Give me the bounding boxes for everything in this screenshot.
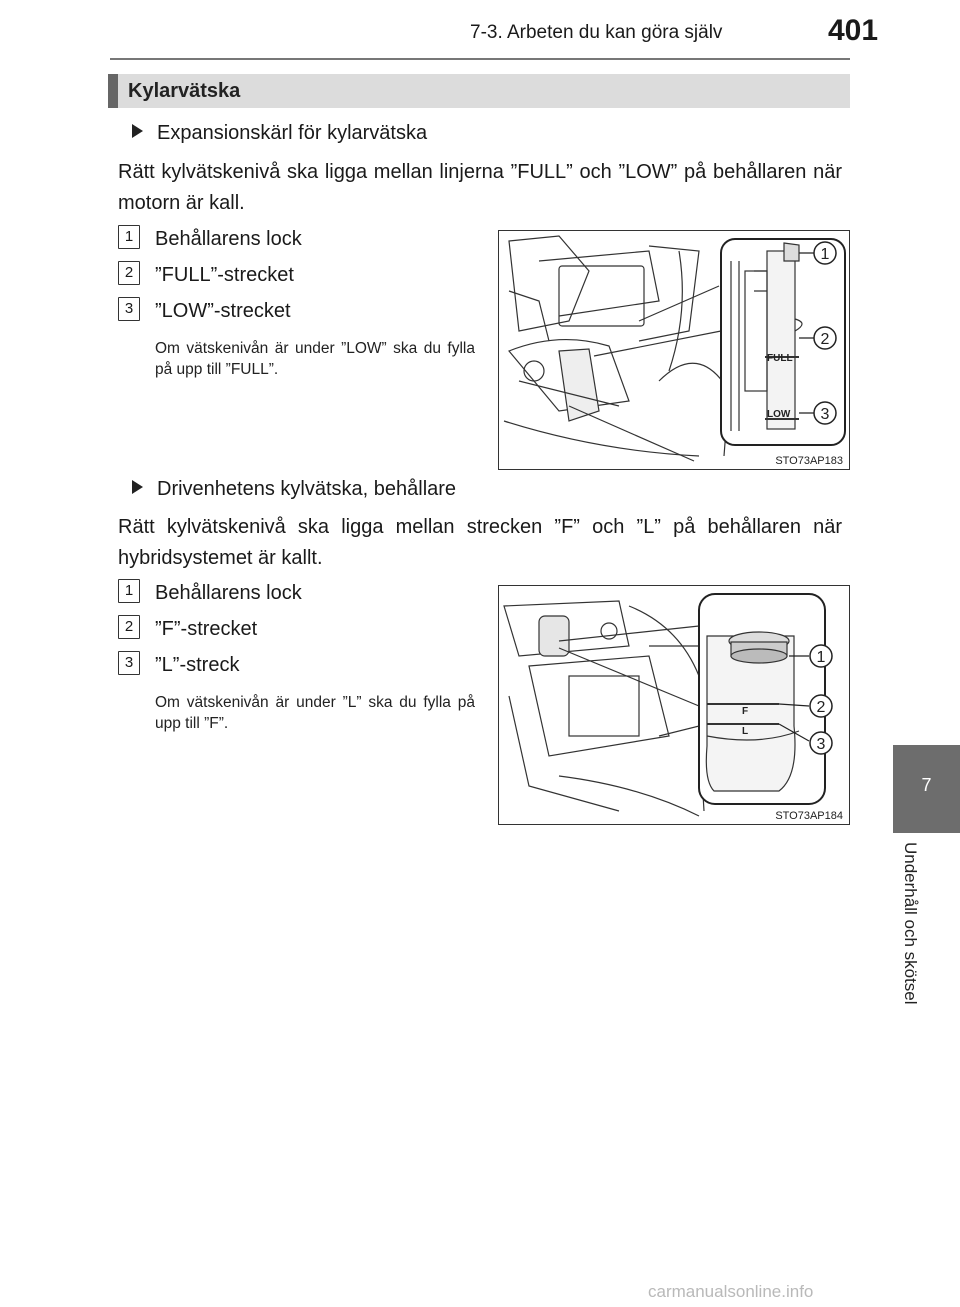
l-mark-label: L	[742, 726, 749, 737]
triangle-bullet-icon	[132, 480, 143, 494]
low-mark-label: LOW	[767, 409, 791, 420]
list-item-label: ”FULL”-strecket	[155, 264, 294, 286]
paragraph-2: Rätt kylvätskenivå ska ligga mellan strecken ”F” och ”L” på behållaren när hybridsystemet är kallt.	[118, 516, 842, 569]
list-item-label: Behållarens lock	[155, 582, 302, 604]
bullet-heading-2: Drivenhetens kylvätska, behållare	[132, 478, 456, 501]
item-number-1: 1	[118, 579, 140, 603]
page-number: 401	[828, 14, 879, 47]
callout-1: 1	[820, 246, 830, 263]
figure-drive-unit-reservoir	[498, 585, 850, 825]
f-mark-label: F	[742, 706, 749, 717]
chapter-tab	[893, 745, 960, 833]
item-number-2: 2	[118, 615, 140, 639]
bullet-heading-1: Expansionskärl för kylarvätska	[132, 122, 427, 145]
note-2: Om vätskenivån är under ”L” ska du fylla på upp till ”F”.	[155, 694, 475, 732]
callout-3: 3	[820, 406, 830, 423]
item-number-3: 3	[118, 651, 140, 675]
list-item-label: Behållarens lock	[155, 228, 302, 250]
figure-code: STO73AP183	[775, 455, 843, 467]
item-number-1: 1	[118, 225, 140, 249]
full-mark-label: FULL	[767, 353, 793, 364]
section-accent	[108, 74, 118, 108]
callout-1: 1	[816, 649, 826, 666]
figure-coolant-reservoir	[498, 230, 850, 470]
watermark: carmanualsonline.info	[648, 1282, 814, 1301]
paragraph-1: Rätt kylvätskenivå ska ligga mellan linjerna ”FULL” och ”LOW” på behållaren när motorn är kall.	[118, 161, 842, 214]
chapter-number: 7	[921, 775, 932, 795]
item-number-3: 3	[118, 297, 140, 321]
callout-2: 2	[820, 331, 830, 348]
chapter-label: Underhåll och skötsel	[901, 842, 920, 1005]
section-heading-bar	[108, 74, 850, 108]
list-item-label: ”L”-streck	[155, 654, 240, 676]
callout-3: 3	[816, 736, 826, 753]
list-item-label: ”F”-strecket	[155, 618, 258, 640]
item-number-2: 2	[118, 261, 140, 285]
callout-2: 2	[816, 699, 826, 716]
engine-bay-illustration	[499, 231, 849, 469]
section-title: Kylarvätska	[128, 80, 241, 102]
running-header: 7-3. Arbeten du kan göra själv	[470, 22, 723, 43]
list-item-label: ”LOW”-strecket	[155, 300, 291, 322]
triangle-bullet-icon	[132, 124, 143, 138]
engine-bay-illustration	[499, 586, 849, 824]
note-1: Om vätskenivån är under ”LOW” ska du fylla på upp till ”FULL”.	[155, 340, 475, 378]
figure-code: STO73AP184	[775, 810, 843, 822]
header-rule	[110, 58, 850, 60]
